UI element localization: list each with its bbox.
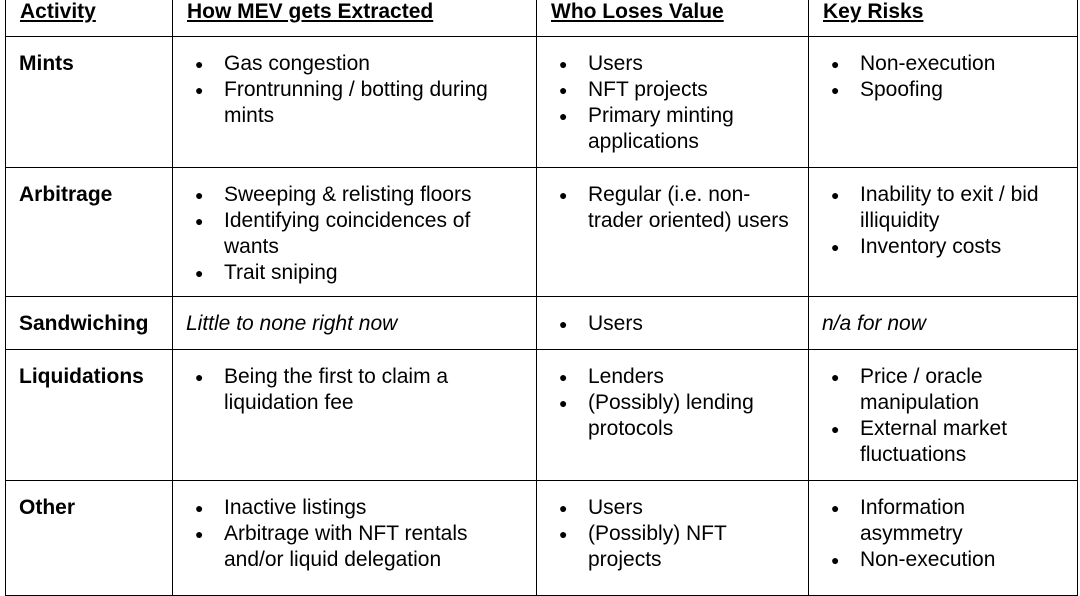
- activity-cell: Arbitrage: [6, 168, 173, 297]
- bullet-list: [822, 495, 1065, 573]
- list-item: ● Inactive listings: [186, 495, 524, 521]
- who-cell: [537, 481, 809, 596]
- list-item: ● External market fluctuations: [822, 416, 1065, 468]
- activity-cell: Sandwiching: [6, 297, 173, 350]
- activity-cell: Liquidations: [6, 350, 173, 481]
- table-row-arbitrage: [6, 168, 1078, 297]
- list-item: ● Users: [550, 51, 796, 77]
- who-cell: [537, 297, 809, 350]
- list-item: ● Gas congestion: [186, 51, 524, 77]
- bullet-list: [550, 364, 796, 442]
- list-item: ● Inventory costs: [822, 234, 1065, 260]
- list-item: ● Non-execution: [822, 547, 1065, 573]
- table-row-liquidations: [6, 350, 1078, 481]
- list-item: ● Regular (i.e. non-trader oriented) users: [550, 182, 796, 234]
- header-how-mev-extracted: How MEV gets Extracted: [173, 0, 537, 37]
- risks-cell: [809, 350, 1078, 481]
- activity-cell: Mints: [6, 37, 173, 168]
- bullet-list: [822, 51, 1065, 103]
- list-item: ● Frontrunning / botting during mints: [186, 77, 524, 129]
- list-item: ● Information asymmetry: [822, 495, 1065, 547]
- list-item: ● Sweeping & relisting floors: [186, 182, 524, 208]
- risks-cell: n/a for now: [809, 297, 1078, 350]
- list-item: ● Identifying coincidences of wants: [186, 208, 524, 260]
- list-item: ● Primary minting applications: [550, 103, 796, 155]
- who-cell: [537, 350, 809, 481]
- how-cell: Little to none right now: [173, 297, 537, 350]
- list-item: ● NFT projects: [550, 77, 796, 103]
- list-item: ● Non-execution: [822, 51, 1065, 77]
- bullet-list: [822, 364, 1065, 468]
- header-activity: Activity: [6, 0, 173, 37]
- list-item: ● Spoofing: [822, 77, 1065, 103]
- how-cell: [173, 37, 537, 168]
- mev-activity-table: [5, 0, 1078, 596]
- table-row-sandwiching: [6, 297, 1078, 350]
- bullet-list: [186, 495, 524, 573]
- activity-cell: Other: [6, 481, 173, 596]
- bullet-list: [550, 311, 796, 337]
- list-item: ● (Possibly) NFT projects: [550, 521, 796, 573]
- bullet-list: [822, 182, 1065, 260]
- risks-cell: [809, 168, 1078, 297]
- list-item: ● Inability to exit / bid illiquidity: [822, 182, 1065, 234]
- risks-cell: [809, 37, 1078, 168]
- risks-cell: [809, 481, 1078, 596]
- list-item: ● Users: [550, 495, 796, 521]
- list-item: ● Being the first to claim a liquidation fee: [186, 364, 524, 416]
- list-item: ● Price / oracle manipulation: [822, 364, 1065, 416]
- bullet-list: [186, 364, 524, 416]
- bullet-list: [186, 182, 524, 286]
- bullet-list: [550, 495, 796, 573]
- header-key-risks: Key Risks: [809, 0, 1078, 37]
- who-cell: [537, 37, 809, 168]
- bullet-list: [186, 51, 524, 129]
- how-cell: [173, 350, 537, 481]
- bullet-list: [550, 182, 796, 234]
- table-row-other: [6, 481, 1078, 596]
- who-cell: [537, 168, 809, 297]
- header-who-loses-value: Who Loses Value: [537, 0, 809, 37]
- list-item: ● Lenders: [550, 364, 796, 390]
- bullet-list: [550, 51, 796, 155]
- table-row-mints: [6, 37, 1078, 168]
- list-item: ● Arbitrage with NFT rentals and/or liquid delegation: [186, 521, 524, 573]
- table-header-row: [6, 0, 1078, 37]
- how-cell: [173, 168, 537, 297]
- list-item: ● Trait sniping: [186, 260, 524, 286]
- list-item: ● (Possibly) lending protocols: [550, 390, 796, 442]
- how-cell: [173, 481, 537, 596]
- list-item: ● Users: [550, 311, 796, 337]
